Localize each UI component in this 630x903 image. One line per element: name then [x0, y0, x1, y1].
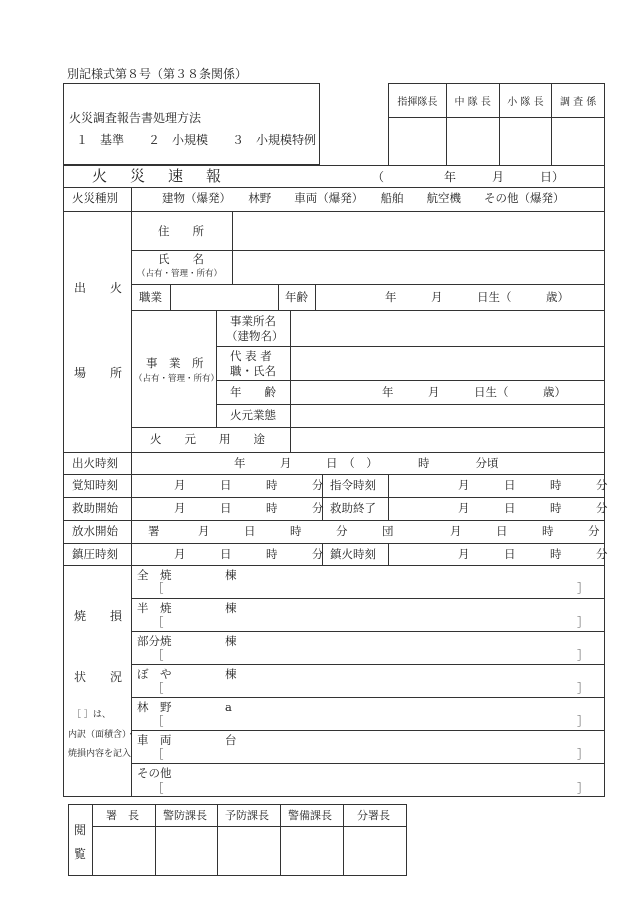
damage-item-label: 車 両: [137, 733, 172, 747]
water-team-time[interactable]: 月 日 時 分: [450, 524, 600, 538]
damage-item-unit: 棟: [225, 568, 237, 582]
aware-time-label: 覚知時刻: [72, 478, 118, 492]
bracket-open: ［: [152, 648, 164, 662]
bracket-open: ［: [152, 581, 164, 595]
bracket-open: ［: [152, 747, 164, 761]
review-stamp-cell[interactable]: [156, 827, 216, 875]
extinguish-time-field[interactable]: 月 日 時 分: [458, 547, 608, 561]
occupation-label: 職業: [139, 290, 162, 304]
review-label-1: 閲: [74, 823, 87, 837]
approval-header: 小 隊 長: [499, 84, 552, 118]
name-field[interactable]: [233, 251, 604, 283]
bracket-close: ］: [577, 581, 589, 595]
bracket-close: ］: [577, 615, 589, 629]
damage-item-label: 全 焼: [137, 568, 172, 582]
approval-stamp-cell[interactable]: [552, 118, 605, 166]
approval-header: 指揮隊長: [389, 84, 447, 118]
damage-note-1: ［ ］は、: [72, 710, 111, 720]
fire-business-field[interactable]: [291, 405, 604, 426]
fire-type-options[interactable]: 建物（爆発） 林野 車両（爆発） 船舶 航空機 その他（爆発）: [162, 191, 565, 205]
business-name-field[interactable]: [291, 311, 604, 346]
form-reference: 別記様式第８号（第３８条関係）: [67, 67, 248, 81]
approval-stamp-cell[interactable]: [446, 118, 499, 166]
damage-note-3: 焼損内容を記入: [68, 749, 132, 759]
bracket-close: ］: [577, 714, 589, 728]
command-time-field[interactable]: 月 日 時 分: [458, 478, 608, 492]
damage-note-2: 内訳（面積含）・: [68, 730, 136, 740]
processing-method-options[interactable]: １ 基準 ２ 小規模 ３ 小規模特例: [76, 133, 317, 147]
approval-header: 調 査 係: [552, 84, 605, 118]
damage-item-label: ぼ や: [137, 667, 172, 681]
review-label-2: 覧: [74, 847, 87, 861]
water-start-label: 放水開始: [72, 524, 118, 538]
approval-stamp-cell[interactable]: [389, 118, 447, 166]
water-station-time[interactable]: 月 日 時 分: [198, 524, 348, 538]
form-title: 火 災 速 報: [92, 167, 226, 185]
suppress-time-label: 鎮圧時刻: [72, 547, 118, 561]
bracket-open: ［: [152, 781, 164, 795]
processing-method-title: 火災調査報告書処理方法: [69, 111, 202, 125]
damage-item-unit: 台: [225, 733, 237, 747]
age-field[interactable]: 年 月 日生（ 歳）: [385, 290, 569, 304]
bracket-open: ［: [152, 681, 164, 695]
extinguish-time-label: 鎮火時刻: [330, 547, 376, 561]
rescue-end-field[interactable]: 月 日 時 分: [458, 501, 608, 515]
command-time-label: 指令時刻: [330, 478, 376, 492]
occupation-field[interactable]: [171, 285, 277, 309]
bracket-close: ］: [577, 781, 589, 795]
review-header: 分署長: [357, 809, 390, 822]
representative-label: 代 表 者: [230, 349, 272, 363]
review-header: 署 長: [106, 809, 139, 822]
representative-field[interactable]: [291, 347, 604, 379]
approval-stamp-table: [388, 83, 605, 166]
bracket-close: ］: [577, 747, 589, 761]
business-name-label: 事業所名: [230, 314, 276, 328]
water-station-label: 署: [148, 524, 160, 538]
bracket-close: ］: [577, 681, 589, 695]
address-label: 住 所: [158, 224, 204, 238]
fire-use-field[interactable]: [291, 428, 604, 451]
fire-use-label: 火 元 用 途: [150, 432, 265, 446]
damage-label-2: 状 況: [74, 670, 123, 684]
bracket-open: ［: [152, 615, 164, 629]
damage-item-unit: 棟: [225, 601, 237, 615]
damage-item-label: 林 野: [137, 700, 172, 714]
rescue-start-field[interactable]: 月 日 時 分: [174, 501, 324, 515]
business-age-field[interactable]: 年 月 日生（ 歳）: [382, 385, 566, 399]
approval-stamp-cell[interactable]: [499, 118, 552, 166]
damage-item-label: 半 焼: [137, 601, 172, 615]
review-header: 警防課長: [163, 809, 207, 822]
review-header: 予防課長: [225, 809, 269, 822]
suppress-time-field[interactable]: 月 日 時 分: [174, 547, 324, 561]
review-stamp-cell[interactable]: [218, 827, 279, 875]
review-stamp-cell[interactable]: [93, 827, 154, 875]
representative-sub: 職・氏名: [230, 364, 276, 378]
damage-item-unit: 棟: [225, 634, 237, 648]
damage-item-unit: 棟: [225, 667, 237, 681]
address-field[interactable]: [233, 212, 604, 249]
name-label: 氏 名: [158, 252, 204, 266]
business-name-sub: （建物名）: [226, 329, 284, 343]
fire-type-label: 火災種別: [72, 191, 118, 205]
aware-time-field[interactable]: 月 日 時 分: [174, 478, 324, 492]
rescue-start-label: 救助開始: [72, 501, 118, 515]
damage-item-label: その他: [137, 766, 172, 780]
bracket-close: ］: [577, 648, 589, 662]
fire-business-label: 火元業態: [230, 408, 276, 422]
approval-header: 中 隊 長: [446, 84, 499, 118]
rescue-end-label: 救助終了: [330, 501, 376, 515]
damage-item-label: 部分焼: [137, 634, 172, 648]
review-stamp-cell[interactable]: [344, 827, 406, 875]
business-note: （占有・管理・所有）: [134, 374, 220, 384]
damage-item-unit: a: [225, 700, 232, 714]
business-age-label: 年 齢: [230, 385, 276, 399]
business-label: 事 業 所: [146, 356, 204, 370]
outbreak-time-field[interactable]: 年 月 日 （ ） 時 分頃: [234, 456, 499, 470]
origin-label-bottom: 場 所: [74, 366, 123, 380]
origin-label-top: 出 火: [74, 281, 123, 295]
outbreak-time-label: 出火時刻: [72, 456, 118, 470]
name-note: （占有・管理・所有）: [137, 269, 223, 279]
age-label: 年齢: [285, 290, 308, 304]
review-header: 警備課長: [288, 809, 332, 822]
review-stamp-cell[interactable]: [281, 827, 342, 875]
bracket-open: ［: [152, 714, 164, 728]
water-team-label: 団: [382, 524, 394, 538]
damage-label-1: 焼 損: [74, 609, 123, 623]
title-date[interactable]: （ 年 月 日）: [372, 170, 565, 184]
